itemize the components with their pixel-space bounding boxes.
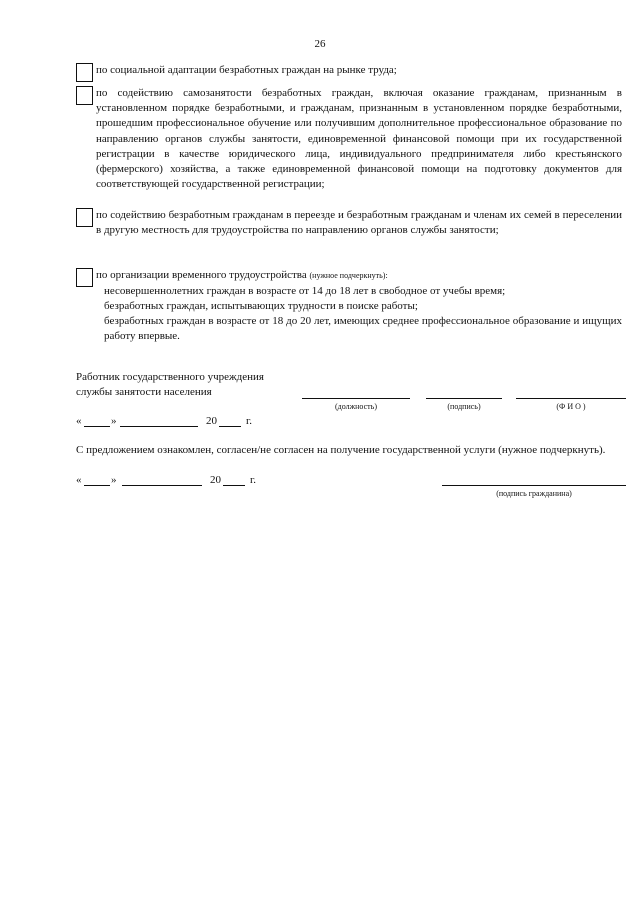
option-text [96, 268, 622, 283]
date-day-field[interactable] [84, 426, 110, 427]
sub-item-minors: несовершеннолетних граждан в возрасте от 14 до 18 лет в свободное от учебы время; [104, 285, 506, 297]
option-text: по содействию самозанятости безработных граждан, включая оказание гражданам, признанным в установленном порядке безработными, и гражданам, признанным в установленном порядке безработными, прошедшим профессиональное обучение или получившим дополнительное профессиональное образование по направлению органов службы занятости, единовременной финансовой помощи при их государственной регистрации в качестве юридического лица, индивидуального предпринимателя либо крестьянского (фермерского) хозяйства, а также единовременной финансовой помощи на подготовку документов для соответствующей государственной регистрации; [96, 87, 622, 191]
date-close-quote: » [111, 415, 117, 427]
service-option-social-adaptation [76, 63, 622, 78]
fio-field[interactable] [516, 398, 626, 399]
option-text-main: по организации временного трудоустройства [96, 269, 307, 281]
citizen-signature-field[interactable] [442, 485, 626, 486]
checkbox-temporary-employment[interactable] [76, 268, 93, 287]
page-number: 26 [314, 38, 326, 50]
date-open-quote: « [76, 415, 82, 427]
date2-month-field[interactable] [122, 485, 202, 486]
service-option-self-employment [76, 86, 622, 192]
option-text: по социальной адаптации безработных граждан на рынке труда; [96, 64, 397, 76]
sub-item-job-search-difficulty: безработных граждан, испытывающих трудности в поиске работы; [104, 300, 418, 312]
checkbox-relocation[interactable] [76, 208, 93, 227]
fio-caption: (Ф И О ) [556, 402, 586, 411]
checkbox-self-employment[interactable] [76, 86, 93, 105]
service-option-relocation [76, 208, 622, 238]
option-text: по содействию безработным гражданам в переезде и безработным гражданам и членам их семей в переселении в другую местность для трудоустройства по направлению органов службы занятости; [96, 209, 622, 237]
worker-signature-field[interactable] [426, 398, 502, 399]
date2-open-quote: « [76, 474, 82, 486]
consent-text: С предложением ознакомлен, согласен/не согласен на получение государственной услуги (нужное подчеркнуть). [76, 444, 606, 456]
date2-year-field[interactable] [223, 485, 245, 486]
position-field[interactable] [302, 398, 410, 399]
date2-day-field[interactable] [84, 485, 110, 486]
date-year-field[interactable] [219, 426, 241, 427]
worker-label-line2: службы занятости населения [76, 386, 212, 398]
sub-item-young-graduates: безработных граждан в возрасте от 18 до 20 лет, имеющих среднее профессиональное образование и ищущих работу впервые. [104, 315, 622, 343]
date-year-suffix: г. [246, 415, 253, 427]
signature-caption: (подпись) [447, 402, 481, 411]
option-note: (нужное подчеркнуть): [309, 271, 388, 280]
service-option-temporary-employment [76, 268, 622, 283]
citizen-signature-caption: (подпись гражданина) [496, 489, 572, 498]
date-month-field[interactable] [120, 426, 198, 427]
date2-year-suffix: г. [250, 474, 257, 486]
checkbox-social-adaptation[interactable] [76, 63, 93, 82]
position-caption: (должность) [335, 402, 377, 411]
date-year-prefix: 20 [206, 415, 217, 427]
date2-close-quote: » [111, 474, 117, 486]
worker-label-line1: Работник государственного учреждения [76, 371, 264, 383]
date2-year-prefix: 20 [210, 474, 221, 486]
